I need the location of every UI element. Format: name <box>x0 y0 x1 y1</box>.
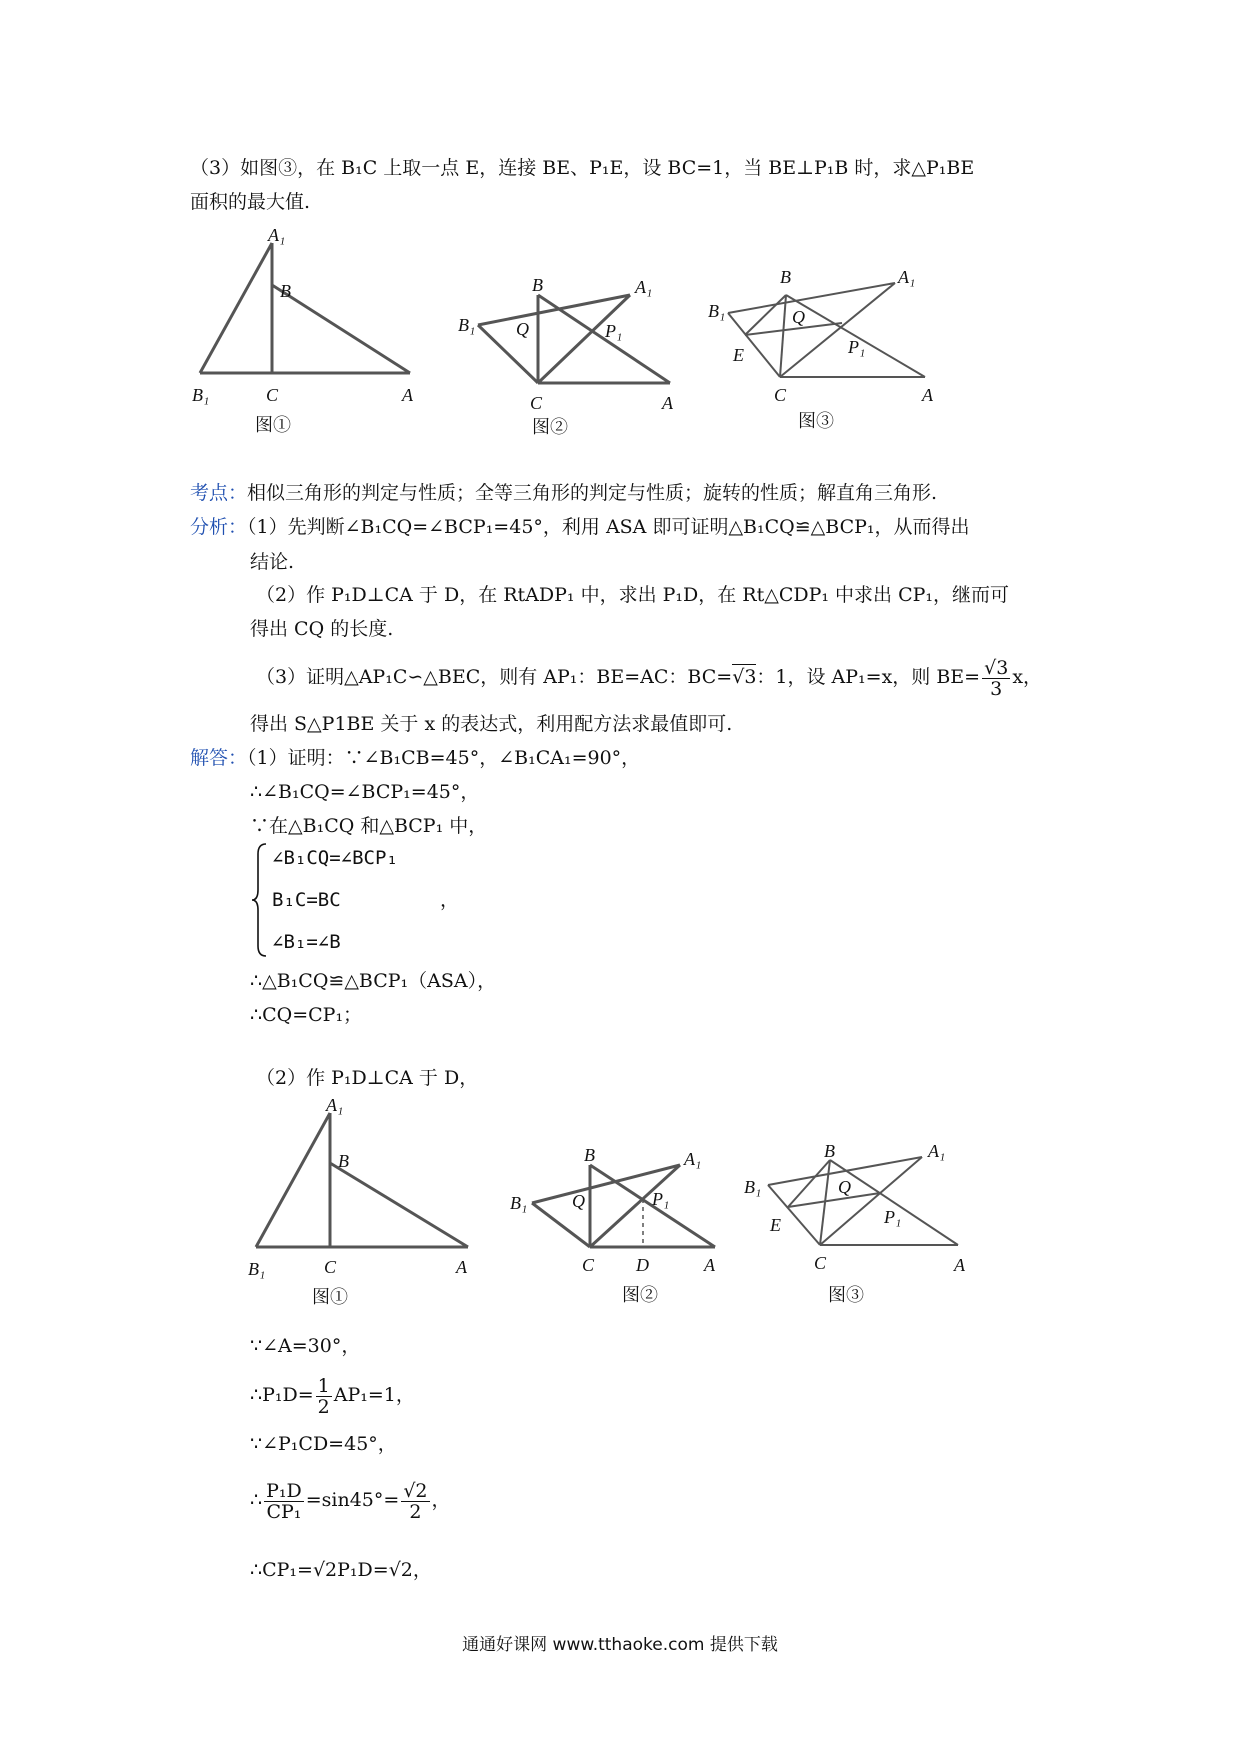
jieda-s7: ∵∠A=30°， <box>250 1335 361 1357</box>
jieda-s3: ∵在△B₁CQ 和△BCP₁ 中， <box>250 815 488 837</box>
fenxi-p2a: （2）作 P₁D⊥CA 于 D，在 RtADP₁ 中，求出 P₁D，在 Rt△CDP₁ 中求出 CP₁，继而可 <box>256 584 1010 606</box>
jieda-line1: 解答：（1）证明：∵∠B₁CB=45°，∠B₁CA₁=90°， <box>190 747 641 769</box>
fraction-sqrt2-over-2: $\frac{√2}{2}$ <box>403 1479 428 1523</box>
question-3-line1: （3）如图③，在 B₁C 上取一点 E，连接 BE、P₁E，设 BC=1，当 BE⊥P₁B 时，求△P₁BE <box>190 157 975 179</box>
label-b1: B₁ <box>192 385 210 405</box>
bottom-figure-1 <box>256 1113 468 1247</box>
label-a1: A₁ <box>635 277 653 297</box>
label-b1: B₁ <box>248 1259 266 1279</box>
label-a: A <box>704 1255 715 1275</box>
label-c: C <box>530 393 543 413</box>
label-b1: B₁ <box>708 301 726 321</box>
jieda-s9: ∵∠P₁CD=45°， <box>250 1433 397 1455</box>
kaodian-text: 相似三角形的判定与性质；全等三角形的判定与性质；旋转的性质；解直角三角形. <box>247 482 938 504</box>
fig2-caption: 图② <box>622 1285 658 1305</box>
fenxi-p3a: （3）证明△AP₁C∽△BEC，则有 AP₁：BE=AC：BC=√3：1，设 AP₁=x，则 BE= $\frac{√3}{3}$ x， <box>256 656 1043 700</box>
label-b: B <box>780 267 791 287</box>
fig2-caption: 图② <box>532 417 568 437</box>
fenxi-p2b: 得出 CQ 的长度. <box>250 618 394 640</box>
label-a1: A₁ <box>268 225 286 245</box>
label-q: Q <box>516 319 529 339</box>
label-q: Q <box>572 1191 585 1211</box>
bottom-figure-2 <box>532 1165 715 1247</box>
label-a: A <box>662 393 673 413</box>
bottom-figure-3 <box>768 1157 958 1245</box>
label-a: A <box>922 385 933 405</box>
jieda-s8: ∴P₁D= $\frac{1}{2}$ AP₁=1， <box>250 1374 415 1418</box>
jieda-label: 解答： <box>190 747 248 769</box>
fig1-caption: 图① <box>312 1287 348 1307</box>
label-b1: B₁ <box>744 1177 762 1197</box>
fenxi-line1 <box>190 513 970 541</box>
jieda-s2: ∴∠B₁CQ=∠BCP₁=45°， <box>250 781 480 803</box>
label-b: B <box>532 275 543 295</box>
label-b: B <box>824 1141 835 1161</box>
label-a: A <box>456 1257 467 1277</box>
jieda-s5: ∴CQ=CP₁； <box>250 1004 363 1026</box>
fraction-p1d-over-cp1: $\frac{\text{P₁D}}{\text{CP₁}}$ <box>266 1479 302 1523</box>
label-q: Q <box>838 1177 851 1197</box>
label-b: B <box>338 1151 349 1171</box>
label-a1: A₁ <box>898 267 916 287</box>
fenxi-p1a: （1）先判断∠B₁CQ=∠BCP₁=45°，利用 ASA 即可证明△B₁CQ≌△BCP₁，从而得出 <box>247 516 970 538</box>
label-b1: B₁ <box>510 1193 528 1213</box>
label-c: C <box>266 385 279 405</box>
fraction-one-half: $\frac{1}{2}$ <box>317 1374 330 1418</box>
label-d: D <box>636 1255 649 1275</box>
top-figure-1 <box>200 243 410 373</box>
jieda-s6: （2）作 P₁D⊥CA 于 D， <box>256 1067 479 1089</box>
top-figures <box>180 225 1000 450</box>
kaodian-label: 考点： <box>190 482 248 504</box>
congruence-system: ∠B₁CQ=∠BCP₁ B₁C=BC ∠B₁=∠B ， <box>250 840 510 960</box>
fenxi-p3b: 得出 S△P1BE 关于 x 的表达式，利用配方法求最值即可. <box>250 713 733 735</box>
label-b1: B₁ <box>458 315 476 335</box>
left-brace <box>250 840 270 960</box>
label-a1: A₁ <box>684 1149 702 1169</box>
jieda-s10: ∴ $\frac{\text{P₁D}}{\text{CP₁}}$ =sin45°= $\frac{√2}{2}$ ， <box>250 1479 451 1523</box>
label-q: Q <box>792 307 805 327</box>
label-e: E <box>733 345 744 365</box>
fenxi-label: 分析： <box>190 516 248 538</box>
page-footer: 通通好课网 www.tthaoke.com 提供下载 <box>462 1635 778 1655</box>
label-c: C <box>582 1255 595 1275</box>
label-a: A <box>954 1255 965 1275</box>
label-e: E <box>770 1215 781 1235</box>
label-a: A <box>402 385 413 405</box>
fig1-caption: 图① <box>255 415 291 435</box>
label-c: C <box>324 1257 337 1277</box>
kaodian-line <box>190 479 937 507</box>
label-c: C <box>774 385 787 405</box>
fig3-caption: 图③ <box>798 411 834 431</box>
label-a1: A₁ <box>326 1095 344 1115</box>
label-p1: P₁ <box>884 1207 902 1227</box>
jieda-s4: ∴△B₁CQ≌△BCP₁（ASA）， <box>250 970 497 992</box>
label-p1: P₁ <box>848 337 866 357</box>
fraction-sqrt3-over-3: $\frac{√3}{3}$ <box>984 656 1009 700</box>
fenxi-p1b: 结论. <box>250 551 295 573</box>
label-b: B <box>584 1145 595 1165</box>
bottom-figures <box>240 1095 1040 1310</box>
label-a1: A₁ <box>928 1141 946 1161</box>
label-p1: P₁ <box>652 1189 670 1209</box>
jieda-s11: ∴CP₁=√2P₁D=√2， <box>250 1559 432 1581</box>
label-p1: P₁ <box>605 321 623 341</box>
label-c: C <box>814 1253 827 1273</box>
question-3-line2: 面积的最大值. <box>190 191 311 213</box>
top-figure-2 <box>478 295 670 383</box>
fig3-caption: 图③ <box>828 1285 864 1305</box>
label-b: B <box>280 281 291 301</box>
top-figure-3 <box>728 283 925 377</box>
